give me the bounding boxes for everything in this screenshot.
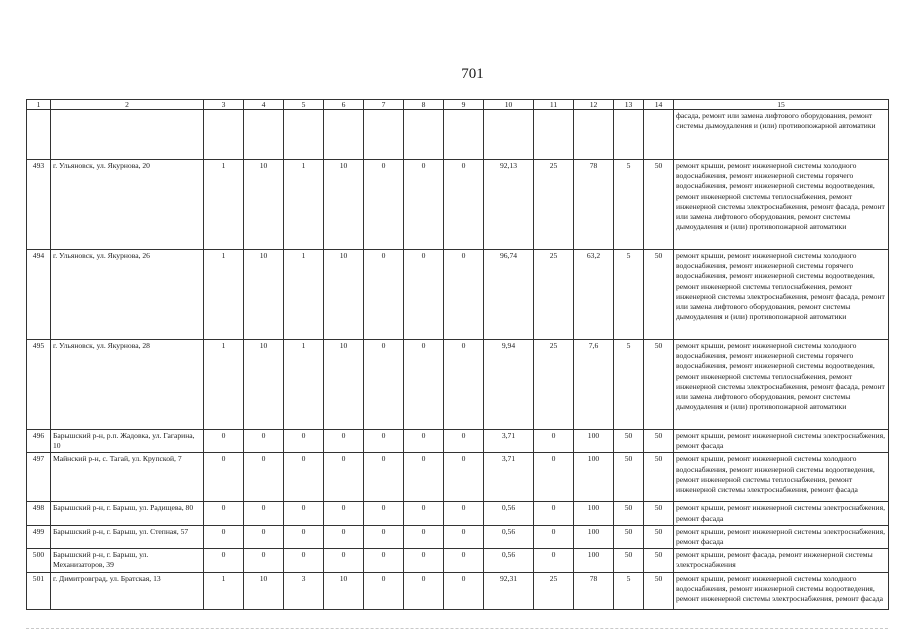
address-cell: г. Димитровград, ул. Братская, 13: [51, 572, 204, 609]
table-cell: 0: [444, 502, 484, 525]
table-cell: 92,13: [484, 160, 534, 250]
works-list-cell: ремонт крыши, ремонт фасада, ремонт инженерной системы электроснабжения: [674, 549, 889, 572]
table-cell: 78: [574, 572, 614, 609]
table-cell: 5: [614, 572, 644, 609]
row-number-cell: 496: [27, 430, 51, 453]
table-cell: [574, 110, 614, 160]
table-cell: 10: [324, 572, 364, 609]
row-number-cell: 495: [27, 340, 51, 430]
table-cell: 50: [644, 453, 674, 502]
table-cell: 0: [284, 525, 324, 548]
column-number-row: [27, 100, 889, 110]
address-cell: Барышский р-н, г. Барыш, ул. Радищева, 80: [51, 502, 204, 525]
table-cell: 0,56: [484, 549, 534, 572]
table-row: [27, 453, 889, 502]
table-cell: 1: [284, 340, 324, 430]
row-number-cell: 498: [27, 502, 51, 525]
table-cell: 50: [614, 549, 644, 572]
table-cell: 10: [244, 250, 284, 340]
table-cell: 0: [364, 549, 404, 572]
table-cell: 0: [444, 549, 484, 572]
table-cell: [534, 110, 574, 160]
table-cell: 0,56: [484, 502, 534, 525]
table-cell: 0: [444, 160, 484, 250]
table-cell: 0: [534, 525, 574, 548]
table-cell: 0: [324, 549, 364, 572]
column-header: 9: [444, 100, 484, 110]
table-cell: 10: [244, 160, 284, 250]
row-number-cell: 493: [27, 160, 51, 250]
table-cell: 0: [244, 430, 284, 453]
table-cell: 25: [534, 250, 574, 340]
works-list-cell: ремонт крыши, ремонт инженерной системы холодного водоснабжения, ремонт инженерной системы горячего водоснабжения, ремонт инженерной системы водоотведения, ремонт инженерной системы теплоснабжения, ремонт инженерной системы электроснабжения, ремонт фасада, ремонт или замена лифтового оборудования, ремонт системы дымоудаления и (или) противопожарной автоматики: [674, 250, 889, 340]
table-cell: 0: [404, 160, 444, 250]
table-cell: 3,71: [484, 430, 534, 453]
column-header: 15: [674, 100, 889, 110]
works-list-cell: ремонт крыши, ремонт инженерной системы холодного водоснабжения, ремонт инженерной системы водоотведения, ремонт инженерной системы теплоснабжения, ремонт инженерной системы электроснабжения, ремонт фасада: [674, 453, 889, 502]
table-cell: 0: [404, 430, 444, 453]
table-cell: 0: [444, 430, 484, 453]
works-list-cell: ремонт крыши, ремонт инженерной системы холодного водоснабжения, ремонт инженерной системы водоотведения, ремонт инженерной системы электроснабжения, ремонт фасада: [674, 572, 889, 609]
table-cell: [444, 110, 484, 160]
table-cell: 10: [324, 160, 364, 250]
table-cell: 0: [244, 453, 284, 502]
table-cell: 50: [614, 525, 644, 548]
table-cell: 50: [644, 549, 674, 572]
works-list-cell: ремонт крыши, ремонт инженерной системы электроснабжения, ремонт фасада: [674, 502, 889, 525]
table-cell: 0: [444, 453, 484, 502]
table-cell: 0: [404, 250, 444, 340]
table-cell: 78: [574, 160, 614, 250]
table-cell: 50: [644, 160, 674, 250]
table-cell: 100: [574, 549, 614, 572]
table-cell: 0: [364, 430, 404, 453]
table-cell: 25: [534, 340, 574, 430]
table-cell: 9,94: [484, 340, 534, 430]
row-number-cell: 499: [27, 525, 51, 548]
table-cell: 0: [284, 430, 324, 453]
table-cell: 10: [324, 340, 364, 430]
works-list-cell: ремонт крыши, ремонт инженерной системы электроснабжения, ремонт фасада: [674, 430, 889, 453]
column-header: 13: [614, 100, 644, 110]
table-cell: 1: [204, 340, 244, 430]
row-number-cell: 500: [27, 549, 51, 572]
table-cell: 0: [364, 502, 404, 525]
column-header: 6: [324, 100, 364, 110]
table-cell: 50: [614, 453, 644, 502]
table-cell: 0: [204, 502, 244, 525]
table-cell: 0: [404, 572, 444, 609]
table-cell: 0: [404, 453, 444, 502]
table-cell: 0: [204, 430, 244, 453]
table-cell: 0: [444, 572, 484, 609]
table-cell: 0: [244, 502, 284, 525]
table-cell: 0: [364, 250, 404, 340]
table-row: [27, 340, 889, 430]
table-cell: 0: [364, 572, 404, 609]
table-cell: 0: [404, 502, 444, 525]
table-cell: 10: [244, 572, 284, 609]
table-cell: 0: [364, 160, 404, 250]
table-cell: 0: [534, 430, 574, 453]
table-cell: 0,56: [484, 525, 534, 548]
table-cell: 1: [204, 160, 244, 250]
column-header: 8: [404, 100, 444, 110]
column-header: 14: [644, 100, 674, 110]
address-cell: Барышский р-н, р.п. Жадовка, ул. Гагарина, 10: [51, 430, 204, 453]
table-cell: 50: [644, 502, 674, 525]
table-cell: 0: [244, 549, 284, 572]
column-header: 4: [244, 100, 284, 110]
table-cell: 0: [534, 549, 574, 572]
table-cell: 5: [614, 250, 644, 340]
table-cell: 0: [444, 340, 484, 430]
column-header: 3: [204, 100, 244, 110]
table-cell: 0: [364, 453, 404, 502]
column-header: 11: [534, 100, 574, 110]
row-number-cell: 494: [27, 250, 51, 340]
table-cell: 25: [534, 572, 574, 609]
table-cell: 50: [644, 340, 674, 430]
address-cell: Барышский р-н, г. Барыш, ул. Степная, 57: [51, 525, 204, 548]
table-cell: 0: [284, 502, 324, 525]
table-cell: 96,74: [484, 250, 534, 340]
table-cell: 0: [324, 502, 364, 525]
table-cell: 0: [284, 549, 324, 572]
table-row: [27, 525, 889, 548]
table-cell: 1: [284, 250, 324, 340]
works-list-cell: ремонт крыши, ремонт инженерной системы холодного водоснабжения, ремонт инженерной системы горячего водоснабжения, ремонт инженерной системы водоотведения, ремонт инженерной системы теплоснабжения, ремонт инженерной системы электроснабжения, ремонт фасада, ремонт или замена лифтового оборудования, ремонт системы дымоудаления и (или) противопожарной автоматики: [674, 160, 889, 250]
table-cell: [204, 110, 244, 160]
table-cell: 3,71: [484, 453, 534, 502]
table-row: [27, 110, 889, 160]
table-cell: 25: [534, 160, 574, 250]
table-cell: 50: [644, 430, 674, 453]
table-cell: 50: [644, 250, 674, 340]
table-row: [27, 430, 889, 453]
address-cell: г. Ульяновск, ул. Якурнова, 28: [51, 340, 204, 430]
address-cell: Барышский р-н, г. Барыш, ул. Механизаторов, 39: [51, 549, 204, 572]
table-cell: 1: [204, 572, 244, 609]
page-number: 701: [461, 66, 484, 82]
address-cell: г. Ульяновск, ул. Якурнова, 20: [51, 160, 204, 250]
table-cell: 0: [444, 525, 484, 548]
address-cell: Майнский р-н, с. Тагай, ул. Крупской, 7: [51, 453, 204, 502]
column-header: 7: [364, 100, 404, 110]
table-cell: 10: [324, 250, 364, 340]
table-cell: 0: [204, 549, 244, 572]
column-header: 12: [574, 100, 614, 110]
table-cell: [284, 110, 324, 160]
table-cell: 50: [644, 572, 674, 609]
table-cell: 0: [404, 549, 444, 572]
table-cell: 0: [364, 340, 404, 430]
table-cell: 0: [244, 525, 284, 548]
table-cell: 0: [284, 453, 324, 502]
table-cell: 1: [284, 160, 324, 250]
table-cell: [404, 110, 444, 160]
table-row: [27, 250, 889, 340]
works-list-cell: ремонт крыши, ремонт инженерной системы холодного водоснабжения, ремонт инженерной системы горячего водоснабжения, ремонт инженерной системы водоотведения, ремонт инженерной системы теплоснабжения, ремонт инженерной системы электроснабжения, ремонт фасада, ремонт или замена лифтового оборудования, ремонт системы дымоудаления и (или) противопожарной автоматики: [674, 340, 889, 430]
works-list-cell: фасада, ремонт или замена лифтового оборудования, ремонт системы дымоудаления и (или) противопожарной автоматики: [674, 110, 889, 160]
table-row: [27, 549, 889, 572]
table-cell: 50: [644, 525, 674, 548]
table-cell: 0: [204, 453, 244, 502]
table-cell: 63,2: [574, 250, 614, 340]
table-cell: [244, 110, 284, 160]
table-cell: 5: [614, 160, 644, 250]
table-cell: 0: [204, 525, 244, 548]
column-header: 10: [484, 100, 534, 110]
table-cell: 0: [364, 525, 404, 548]
table-cell: 0: [324, 430, 364, 453]
table-cell: 5: [614, 340, 644, 430]
address-cell: [51, 110, 204, 160]
row-number-cell: 497: [27, 453, 51, 502]
table-cell: 7,6: [574, 340, 614, 430]
table-row: [27, 502, 889, 525]
table-cell: 0: [404, 525, 444, 548]
table-cell: 0: [444, 250, 484, 340]
works-list-cell: ремонт крыши, ремонт инженерной системы электроснабжения, ремонт фасада: [674, 525, 889, 548]
column-header: 5: [284, 100, 324, 110]
table-cell: [614, 110, 644, 160]
table-cell: 100: [574, 430, 614, 453]
table-cell: 0: [534, 453, 574, 502]
table-row: [27, 572, 889, 609]
scan-bottom-edge: [26, 628, 888, 629]
table-cell: 92,31: [484, 572, 534, 609]
table-cell: [484, 110, 534, 160]
table-row: [27, 160, 889, 250]
row-number-cell: 501: [27, 572, 51, 609]
table-cell: 10: [244, 340, 284, 430]
address-cell: г. Ульяновск, ул. Якурнова, 26: [51, 250, 204, 340]
table-cell: 50: [614, 430, 644, 453]
table-cell: 100: [574, 525, 614, 548]
table-cell: 1: [204, 250, 244, 340]
table-cell: 0: [404, 340, 444, 430]
repair-program-table: [26, 99, 889, 610]
table-cell: [364, 110, 404, 160]
table-cell: [644, 110, 674, 160]
table-cell: 0: [324, 453, 364, 502]
column-header: 2: [51, 100, 204, 110]
table-cell: 100: [574, 453, 614, 502]
table-cell: 50: [614, 502, 644, 525]
table-cell: 0: [324, 525, 364, 548]
table-cell: [324, 110, 364, 160]
table-cell: 100: [574, 502, 614, 525]
row-number-cell: [27, 110, 51, 160]
table-cell: 0: [534, 502, 574, 525]
column-header: 1: [27, 100, 51, 110]
table-cell: 3: [284, 572, 324, 609]
